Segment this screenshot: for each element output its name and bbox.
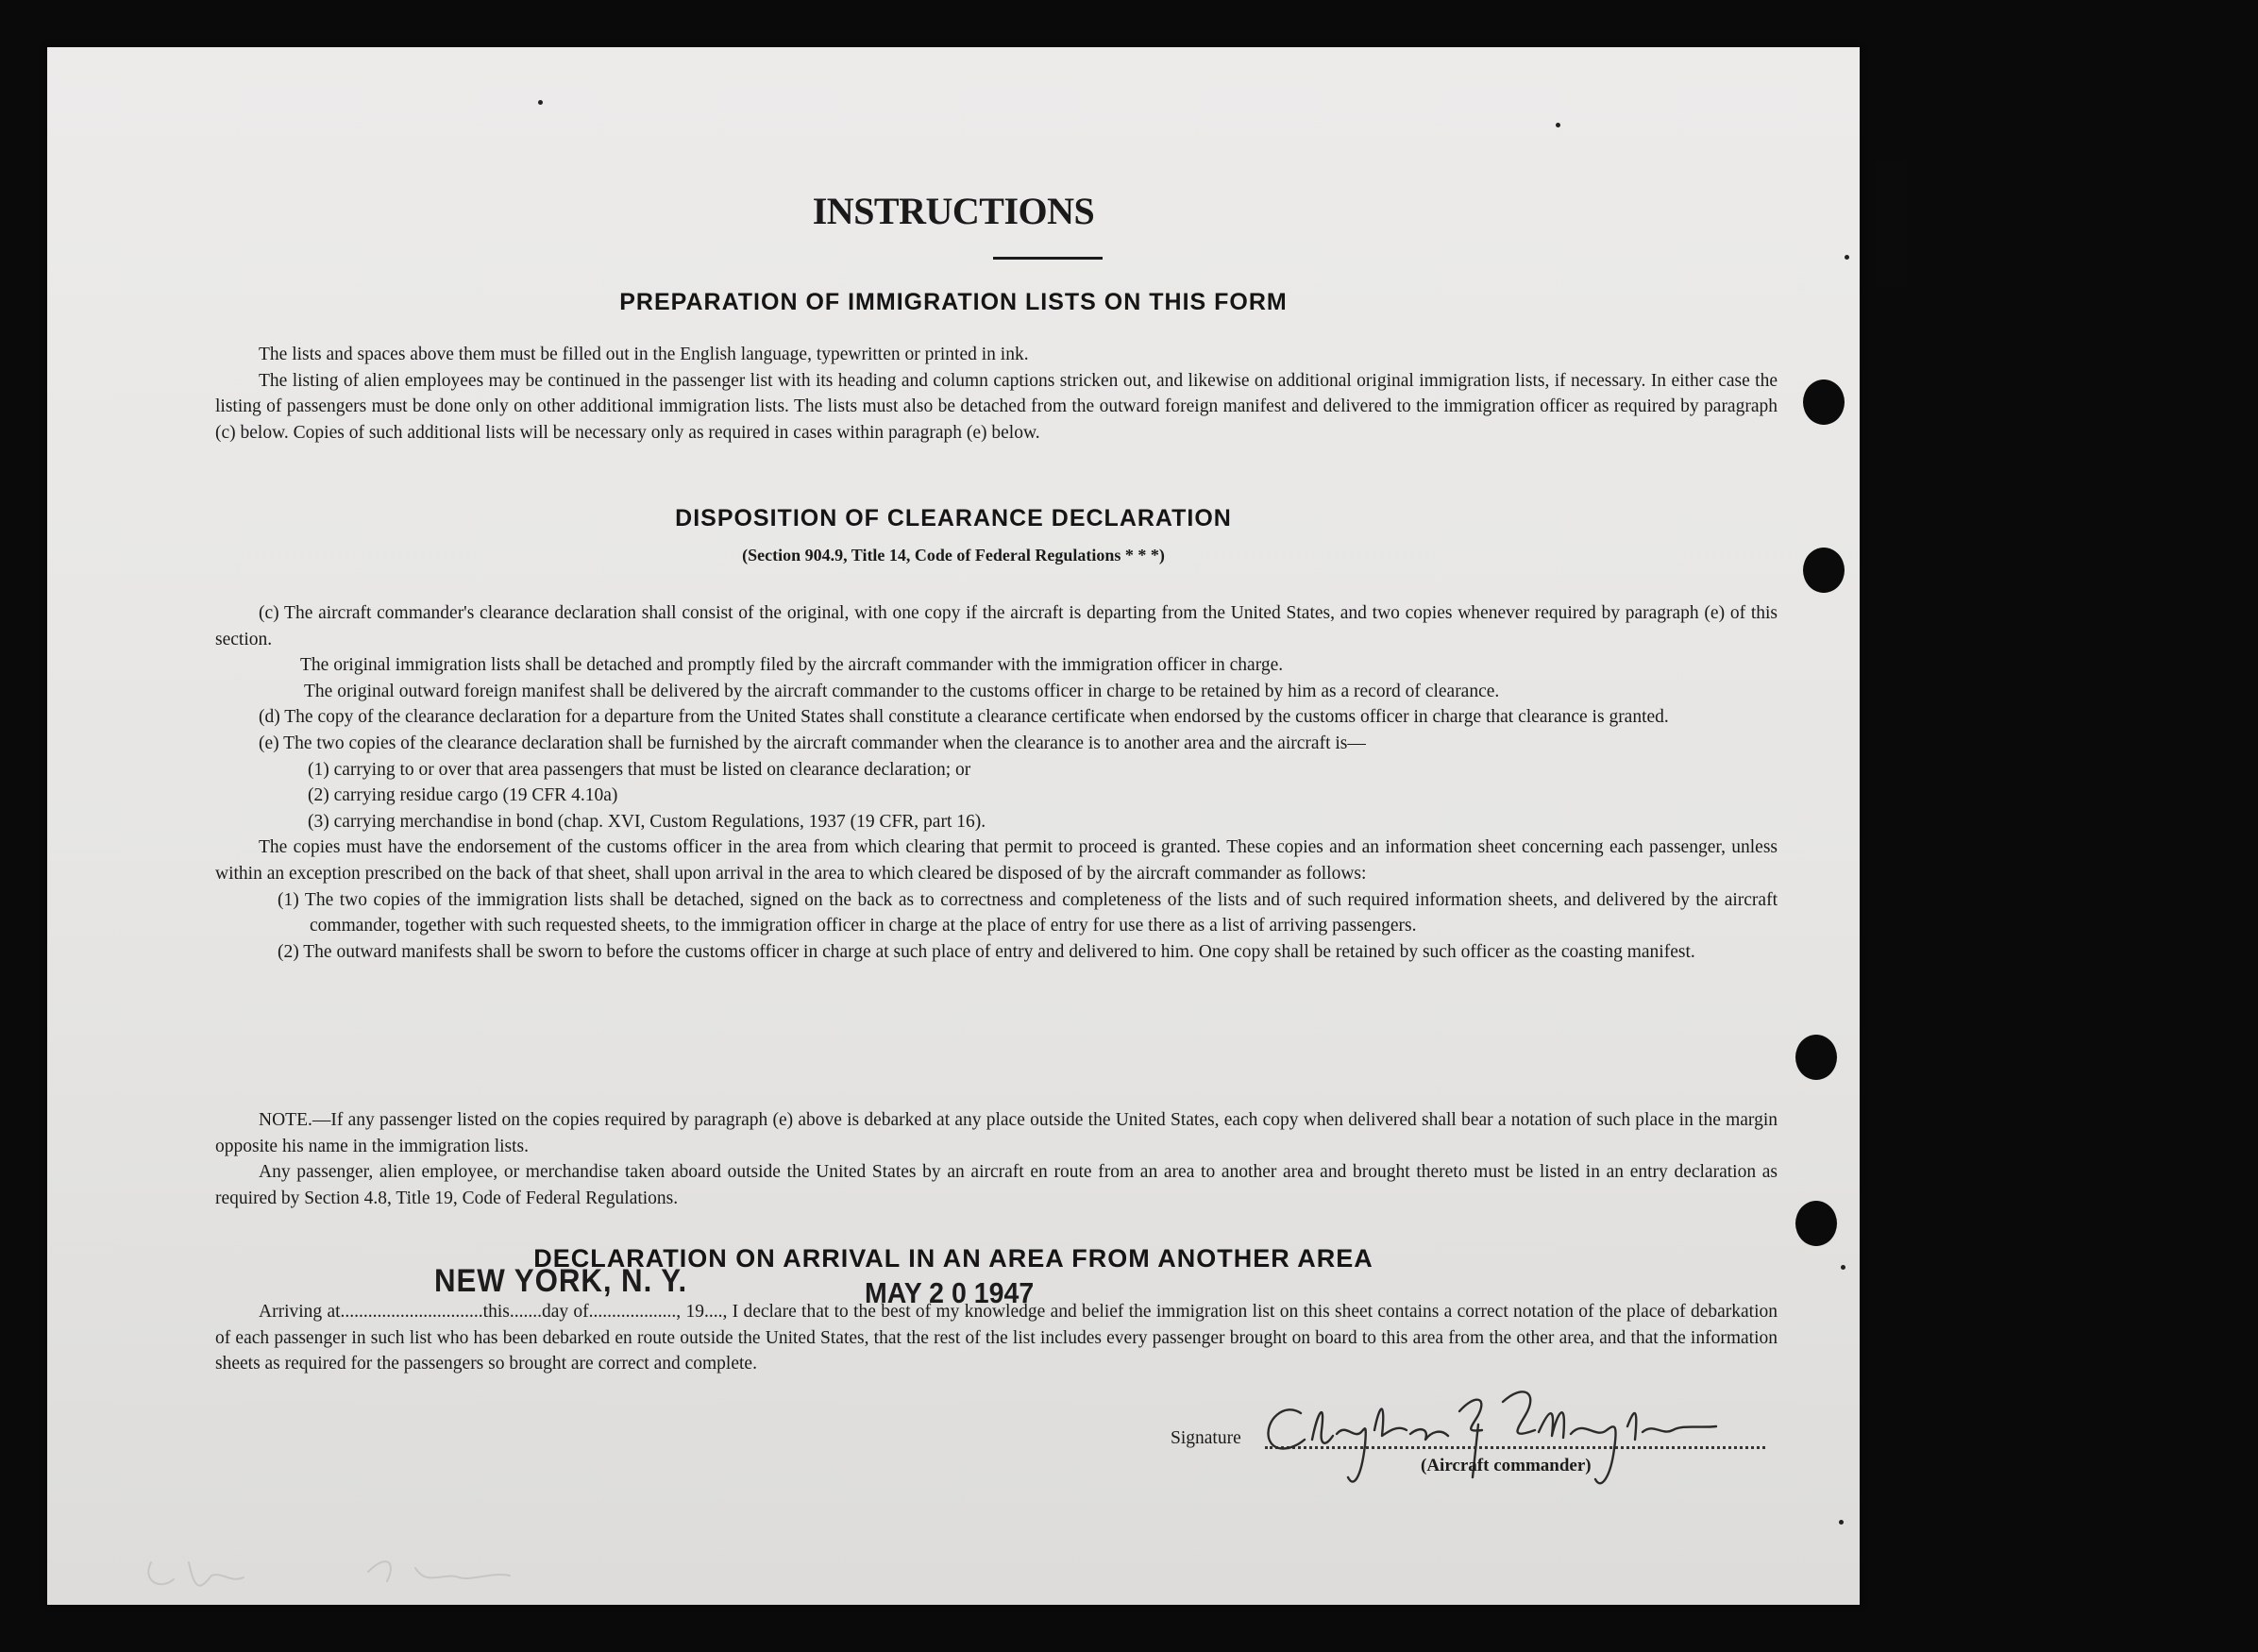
punch-hole <box>1795 1201 1837 1246</box>
paragraph-d: (d) The copy of the clearance declaration for a departure from the United States shall constitute a clearance certificate when endorsed by the customs officer in charge that clearance is granted. <box>259 707 1669 728</box>
speck <box>1841 1265 1845 1270</box>
page-title: INSTRUCTIONS <box>812 190 1095 232</box>
paragraph-e-item-1: (1) carrying to or over that area passengers that must be listed on clearance declaration; or <box>308 759 971 780</box>
declaration-body <box>215 1299 1778 1377</box>
punch-hole <box>1803 379 1845 425</box>
signature-label: Signature <box>1171 1428 1241 1448</box>
ghost-signature-bleed <box>132 1534 661 1619</box>
paragraph-copies: The copies must have the endorsement of the customs officer in the area from which clearing that permit to proceed is granted. These copies and an information sheet concerning each passenger, unless within an exception prescribed on the back of that sheet, shall upon arrival in the area to which cleared be disposed of by the aircraft commander as follows: <box>215 837 1778 884</box>
speck <box>538 100 543 105</box>
preparation-body <box>215 342 1778 446</box>
paragraph-c-lists: The original immigration lists shall be detached and promptly filed by the aircraft commander with the immigration officer in charge. <box>300 655 1284 676</box>
arrival-place-stamp: NEW YORK, N. Y. <box>434 1263 688 1299</box>
heading-declaration: DECLARATION ON ARRIVAL IN AN AREA FROM ANOTHER AREA <box>533 1244 1373 1273</box>
signature-caption: (Aircraft commander) <box>1421 1456 1592 1475</box>
heading-preparation: PREPARATION OF IMMIGRATION LISTS ON THIS FORM <box>619 289 1288 315</box>
paragraph-e-item-3: (3) carrying merchandise in bond (chap. XVI, Custom Regulations, 1937 (19 CFR, part 16). <box>308 811 986 832</box>
speck <box>1839 1520 1844 1525</box>
disposition-body <box>215 600 1778 965</box>
punch-hole <box>1803 548 1845 593</box>
preparation-paragraph-2: The listing of alien employees may be continued in the passenger list with its heading and column captions stricken out, and likewise on additional original immigration lists, if necessary. In either case the listing of passengers must be done only on other additional immigration lists. The lists must also be detached from the outward foreign manifest and delivered to the immigration officer as required by paragraph (c) below. Copies of such additional lists will be necessary only as required in cases within paragraph (e) below. <box>215 370 1778 443</box>
paragraph-c-manifest: The original outward foreign manifest shall be delivered by the aircraft commander to the customs officer in charge to be retained by him as a record of clearance. <box>304 681 1500 701</box>
paragraph-e: (e) The two copies of the clearance declaration shall be furnished by the aircraft commander when the clearance is to another area and the aircraft is— <box>259 733 1366 753</box>
preparation-paragraph-1: The lists and spaces above them must be filled out in the English language, typewritten or printed in ink. <box>259 345 1029 364</box>
paragraph-c: (c) The aircraft commander's clearance declaration shall consist of the original, with one copy if the aircraft is departing from the United States, and two copies whenever required by paragraph (e) of this section. <box>215 603 1778 649</box>
speck <box>1556 123 1560 127</box>
heading-disposition: DISPOSITION OF CLEARANCE DECLARATION <box>675 505 1232 531</box>
title-underline <box>993 257 1103 260</box>
section-reference: (Section 904.9, Title 14, Code of Federal Regulations * * *) <box>742 546 1165 565</box>
any-passenger-paragraph: Any passenger, alien employee, or merchandise taken aboard outside the United States by an aircraft en route from an area to another area and brought thereto must be listed in an entry declaration as required by Section 4.8, Title 19, Code of Federal Regulations. <box>215 1162 1778 1208</box>
speck <box>1845 255 1849 260</box>
paragraph-copies-item-1: (1) The two copies of the immigration lists shall be detached, signed on the back as to correctness and completeness of the lists and of such required information sheets, and delivered by the aircraft commander, together with such requested sheets, to the immigration officer in charge at the place of entry for use there as a list of arriving passengers. <box>278 889 1778 936</box>
paragraph-e-item-2: (2) carrying residue cargo (19 CFR 4.10a) <box>308 785 618 806</box>
note-paragraph: NOTE.—If any passenger listed on the copies required by paragraph (e) above is debarked at any place outside the United States, each copy when delivered shall bear a notation of such place in the margin opposite his name in the immigration lists. <box>215 1110 1778 1156</box>
handwritten-signature <box>1255 1374 1746 1506</box>
arrival-date-stamp: MAY 2 0 1947 <box>865 1276 1035 1309</box>
declaration-text: Arriving at...............................this.......day of..................., 19...., I declare that to the best of my knowledge and belief the immigration list on this sheet contains a correct notation of the place of debarkation of each passenger in such list who has been debarked en route outside the United States, that the rest of the list includes every passenger brought on board to this area from the other area, and that the information sheets as required for the passengers so brought are correct and complete. <box>215 1302 1778 1374</box>
notes-body <box>215 1107 1778 1211</box>
punch-hole <box>1795 1035 1837 1080</box>
binder-tab <box>1875 160 1907 288</box>
paragraph-copies-item-2: (2) The outward manifests shall be sworn to before the customs officer in charge at such place of entry and delivered to him. One copy shall be retained by such officer as the coasting manifest. <box>278 941 1695 962</box>
document-page <box>47 47 1860 1605</box>
